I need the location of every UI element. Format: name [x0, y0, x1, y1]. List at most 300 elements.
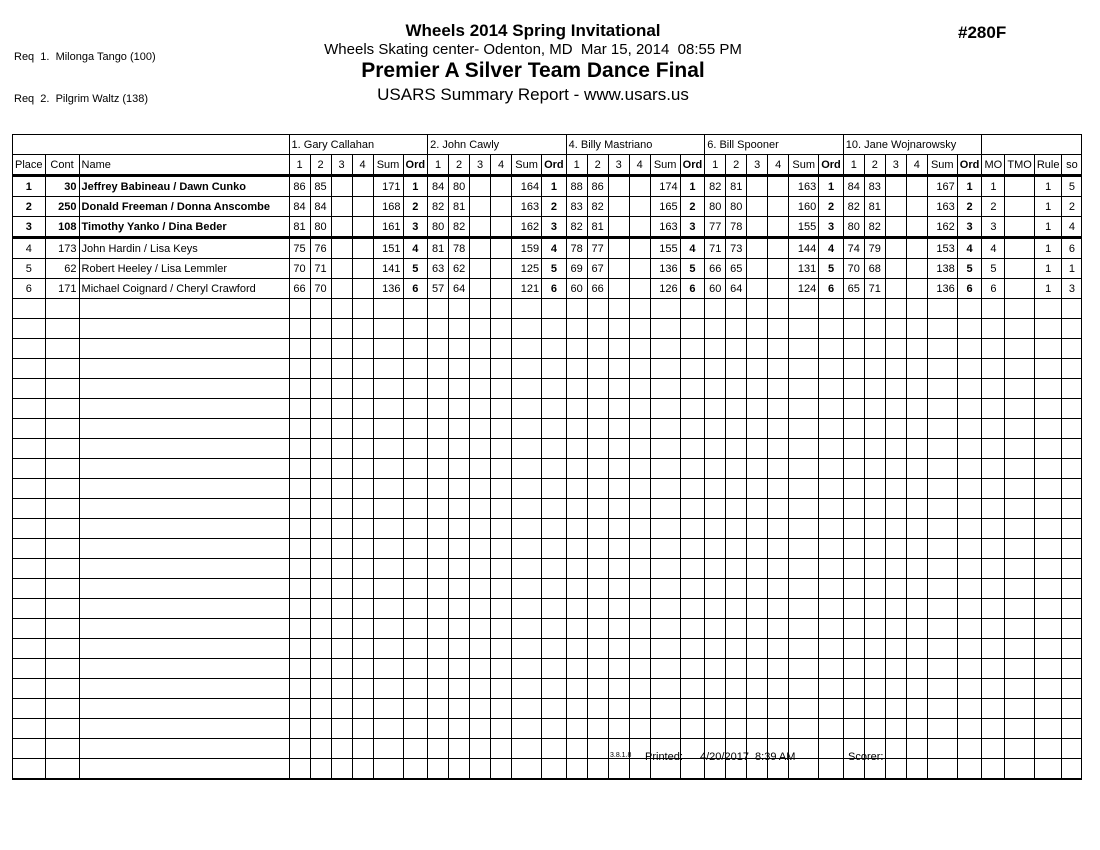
cell-score — [428, 619, 449, 639]
cell-score — [491, 619, 512, 639]
cell-score — [449, 319, 470, 339]
cell-sum: 174 — [650, 176, 680, 197]
cell-score — [491, 176, 512, 197]
cell-ord: 4 — [819, 238, 844, 259]
cell-sum — [927, 299, 957, 319]
cell-score — [906, 499, 927, 519]
cell-score — [885, 439, 906, 459]
cell-score — [747, 238, 768, 259]
cell-tmo — [1005, 559, 1034, 579]
cell-score — [608, 479, 629, 499]
cell-so — [1062, 319, 1082, 339]
cell-score — [491, 639, 512, 659]
cell-score — [768, 519, 789, 539]
cell-sum — [789, 319, 819, 339]
cell-score — [352, 639, 373, 659]
cell-score — [289, 479, 310, 499]
cell-score: 81 — [428, 238, 449, 259]
cell-score — [491, 659, 512, 679]
cell-score — [470, 299, 491, 319]
cell-score — [885, 238, 906, 259]
cell-score — [864, 619, 885, 639]
cell-score — [587, 559, 608, 579]
cell-score — [352, 359, 373, 379]
cell-score: 82 — [705, 176, 726, 197]
cell-score — [705, 599, 726, 619]
report-type: USARS Summary Report - www.usars.us — [377, 84, 689, 104]
cell-score — [885, 599, 906, 619]
cell-score — [629, 479, 650, 499]
cell-score — [449, 539, 470, 559]
cell-score — [629, 679, 650, 699]
cell-score — [428, 359, 449, 379]
cell-score: 65 — [726, 259, 747, 279]
cell-ord — [542, 519, 567, 539]
cell-score — [705, 619, 726, 639]
cell-score — [352, 679, 373, 699]
cell-sum — [789, 339, 819, 359]
cell-sum — [927, 339, 957, 359]
cell-so — [1062, 579, 1082, 599]
cell-score — [906, 519, 927, 539]
cell-score — [310, 459, 331, 479]
cell-score — [629, 619, 650, 639]
cell-name — [79, 719, 289, 739]
cell-ord: 5 — [542, 259, 567, 279]
cell-ord — [819, 359, 844, 379]
cell-sum — [512, 699, 542, 719]
cell-ord — [403, 599, 428, 619]
cell-place — [13, 659, 46, 679]
title-block — [0, 21, 1066, 104]
cell-ord — [542, 399, 567, 419]
cell-score: 60 — [705, 279, 726, 299]
cell-score — [310, 439, 331, 459]
cell-score: 66 — [587, 279, 608, 299]
cell-mo — [982, 659, 1005, 679]
cell-score — [470, 699, 491, 719]
cell-score — [608, 176, 629, 197]
cell-score — [449, 399, 470, 419]
cell-score — [768, 439, 789, 459]
cell-score — [885, 176, 906, 197]
cell-ord — [403, 679, 428, 699]
cell-score — [289, 719, 310, 739]
cell-score — [629, 599, 650, 619]
cell-score — [428, 539, 449, 559]
cell-score — [491, 259, 512, 279]
cell-cont — [45, 659, 79, 679]
cell-score — [428, 639, 449, 659]
cell-sum — [512, 659, 542, 679]
cell-score: 82 — [587, 197, 608, 217]
cell-name — [79, 619, 289, 639]
cell-ord — [542, 599, 567, 619]
cell-cont — [45, 439, 79, 459]
cell-ord — [680, 359, 705, 379]
cell-score — [331, 419, 352, 439]
cell-rule — [1034, 299, 1062, 319]
cell-sum — [373, 419, 403, 439]
cell-score — [705, 499, 726, 519]
cell-score — [768, 619, 789, 639]
cell-rule — [1034, 619, 1062, 639]
cell-score — [768, 639, 789, 659]
cell-score — [566, 659, 587, 679]
cell-ord: 6 — [680, 279, 705, 299]
cell-cont — [45, 559, 79, 579]
cell-score — [310, 659, 331, 679]
cell-score — [587, 399, 608, 419]
req-line-2: Req 2. Pilgrim Waltz (138) — [14, 93, 149, 105]
printed-label: Printed: — [645, 751, 683, 763]
cell-score — [629, 359, 650, 379]
cell-sum: 124 — [789, 279, 819, 299]
cell-score — [726, 319, 747, 339]
cell-score — [331, 299, 352, 319]
cell-ord — [819, 719, 844, 739]
table-row — [13, 217, 1082, 238]
event-number: #280F — [958, 23, 1007, 42]
cell-score: 73 — [726, 238, 747, 259]
cell-score — [906, 339, 927, 359]
cell-score: 75 — [289, 238, 310, 259]
header-mark-3: 3 — [885, 155, 906, 176]
cell-score — [768, 217, 789, 238]
cell-score — [587, 419, 608, 439]
cell-ord — [403, 639, 428, 659]
cell-score — [629, 459, 650, 479]
cell-score — [705, 359, 726, 379]
cell-sum — [927, 379, 957, 399]
cell-score — [289, 659, 310, 679]
cell-ord — [957, 699, 982, 719]
cell-name — [79, 439, 289, 459]
cell-score — [289, 459, 310, 479]
cell-rule — [1034, 519, 1062, 539]
cell-score — [352, 539, 373, 559]
category-title: Premier A Silver Team Dance Final — [361, 58, 705, 82]
cell-score — [352, 379, 373, 399]
cell-score — [428, 499, 449, 519]
cell-sum — [927, 459, 957, 479]
cell-sum — [789, 539, 819, 559]
cell-score — [608, 319, 629, 339]
cell-place: 4 — [13, 238, 46, 259]
table-row — [13, 279, 1082, 299]
cell-score — [885, 419, 906, 439]
cell-so: 4 — [1062, 217, 1082, 238]
cell-ord: 3 — [680, 217, 705, 238]
cell-score — [470, 539, 491, 559]
cell-score: 84 — [428, 176, 449, 197]
cell-sum: 125 — [512, 259, 542, 279]
cell-score — [608, 217, 629, 238]
cell-score — [747, 379, 768, 399]
header-mark-1: 1 — [843, 155, 864, 176]
cell-name — [79, 359, 289, 379]
cell-score — [491, 459, 512, 479]
cell-ord: 4 — [542, 238, 567, 259]
cell-rule — [1034, 639, 1062, 659]
cell-sum — [789, 439, 819, 459]
cell-sum — [650, 419, 680, 439]
cell-sum — [512, 539, 542, 559]
cell-score: 82 — [566, 217, 587, 238]
cell-score: 63 — [428, 259, 449, 279]
cell-ord — [542, 539, 567, 559]
cell-score — [310, 619, 331, 639]
cell-sum — [373, 339, 403, 359]
cell-score — [885, 679, 906, 699]
cell-score: 84 — [843, 176, 864, 197]
cell-sum: 138 — [927, 259, 957, 279]
cell-score — [843, 319, 864, 339]
cell-ord — [403, 439, 428, 459]
header-ord: Ord — [680, 155, 705, 176]
cell-score — [747, 659, 768, 679]
cell-score — [449, 619, 470, 639]
cell-sum — [373, 519, 403, 539]
cell-mo — [982, 459, 1005, 479]
cell-score — [449, 659, 470, 679]
cell-score: 70 — [310, 279, 331, 299]
cell-sum — [650, 579, 680, 599]
cell-score — [428, 439, 449, 459]
cell-score — [608, 539, 629, 559]
cell-rule — [1034, 499, 1062, 519]
cell-sum — [927, 699, 957, 719]
cell-so: 5 — [1062, 176, 1082, 197]
cell-score — [768, 559, 789, 579]
cell-ord — [542, 639, 567, 659]
cell-rule — [1034, 479, 1062, 499]
cell-score — [587, 319, 608, 339]
cell-ord: 6 — [957, 279, 982, 299]
cell-score — [726, 659, 747, 679]
cell-score — [470, 519, 491, 539]
cell-score — [352, 479, 373, 499]
empty-row — [13, 339, 1082, 359]
cell-sum — [650, 679, 680, 699]
empty-row — [13, 559, 1082, 579]
cell-score: 64 — [726, 279, 747, 299]
cell-ord: 5 — [680, 259, 705, 279]
cell-sum — [789, 479, 819, 499]
cell-score — [289, 299, 310, 319]
cell-so — [1062, 639, 1082, 659]
cell-sum — [789, 579, 819, 599]
cell-score — [705, 579, 726, 599]
cell-score — [864, 499, 885, 519]
cell-sum — [789, 599, 819, 619]
cell-score: 80 — [705, 197, 726, 217]
cell-sum — [512, 519, 542, 539]
cell-score — [352, 579, 373, 599]
cell-score: 82 — [449, 217, 470, 238]
empty-row — [13, 479, 1082, 499]
cell-score: 76 — [310, 238, 331, 259]
cell-sum — [789, 659, 819, 679]
cell-sum — [927, 639, 957, 659]
cell-score — [491, 599, 512, 619]
cell-score — [906, 379, 927, 399]
cell-score — [608, 579, 629, 599]
header-mark-4: 4 — [629, 155, 650, 176]
cell-score — [289, 619, 310, 639]
cell-score — [629, 197, 650, 217]
header-mark-2: 2 — [449, 155, 470, 176]
cell-ord — [542, 719, 567, 739]
cell-score — [747, 699, 768, 719]
cell-score — [629, 259, 650, 279]
cell-sum — [512, 639, 542, 659]
cell-score — [726, 379, 747, 399]
cell-mo — [982, 339, 1005, 359]
cell-ord — [819, 579, 844, 599]
cell-ord: 2 — [403, 197, 428, 217]
cell-sum — [512, 339, 542, 359]
cell-score — [449, 699, 470, 719]
cell-sum — [512, 299, 542, 319]
header-mark-Sum: Sum — [927, 155, 957, 176]
cell-sum — [373, 559, 403, 579]
cell-score — [470, 359, 491, 379]
cell-ord: 1 — [542, 176, 567, 197]
cell-ord — [542, 359, 567, 379]
judge-header-1: 1. Gary Callahan — [289, 135, 428, 155]
cell-name — [79, 699, 289, 719]
cell-score — [491, 519, 512, 539]
cell-score — [864, 579, 885, 599]
cell-score — [747, 539, 768, 559]
cell-rule — [1034, 439, 1062, 459]
cell-cont — [45, 599, 79, 619]
cell-score: 78 — [449, 238, 470, 259]
cell-score — [864, 519, 885, 539]
empty-row — [13, 359, 1082, 379]
cell-sum — [650, 299, 680, 319]
cell-cont — [45, 339, 79, 359]
cell-ord — [957, 659, 982, 679]
empty-row — [13, 539, 1082, 559]
cell-sum — [512, 419, 542, 439]
cell-score — [608, 197, 629, 217]
cell-cont — [45, 519, 79, 539]
cell-ord — [403, 659, 428, 679]
cell-sum: 167 — [927, 176, 957, 197]
cell-score — [906, 539, 927, 559]
score-table-body — [13, 176, 1082, 780]
cell-place — [13, 719, 46, 739]
cell-name — [79, 639, 289, 659]
cell-mo — [982, 699, 1005, 719]
cell-score — [608, 459, 629, 479]
cell-rule — [1034, 659, 1062, 679]
cell-score — [843, 599, 864, 619]
cell-name — [79, 399, 289, 419]
score-table — [12, 134, 1082, 780]
cell-mo — [982, 639, 1005, 659]
cell-score — [885, 319, 906, 339]
cell-score — [885, 479, 906, 499]
cell-sum: 136 — [373, 279, 403, 299]
cell-so — [1062, 659, 1082, 679]
cell-so — [1062, 599, 1082, 619]
cell-ord — [957, 559, 982, 579]
cell-score — [885, 619, 906, 639]
cell-score — [331, 217, 352, 238]
cell-score — [587, 379, 608, 399]
cell-ord — [819, 439, 844, 459]
cell-score — [864, 459, 885, 479]
cell-score — [352, 439, 373, 459]
cell-score — [566, 619, 587, 639]
cell-mo: 3 — [982, 217, 1005, 238]
cell-score: 80 — [726, 197, 747, 217]
cell-score — [428, 579, 449, 599]
cell-score — [566, 479, 587, 499]
cell-score — [629, 499, 650, 519]
cell-score — [747, 176, 768, 197]
cell-ord — [819, 619, 844, 639]
cell-ord — [680, 499, 705, 519]
cell-ord — [680, 719, 705, 739]
cell-score — [491, 319, 512, 339]
cell-ord — [542, 339, 567, 359]
cell-score: 79 — [864, 238, 885, 259]
cell-mo — [982, 439, 1005, 459]
cell-rule — [1034, 459, 1062, 479]
cell-cont — [45, 459, 79, 479]
cell-tmo — [1005, 679, 1034, 699]
cell-score — [629, 699, 650, 719]
software-version: 3.8.1.8 — [610, 752, 632, 759]
cell-tmo — [1005, 419, 1034, 439]
cell-score — [428, 419, 449, 439]
cell-sum — [512, 579, 542, 599]
cell-sum — [789, 299, 819, 319]
header-mark-3: 3 — [331, 155, 352, 176]
cell-score — [843, 339, 864, 359]
cell-score — [906, 299, 927, 319]
cell-sum: 121 — [512, 279, 542, 299]
cell-sum — [927, 439, 957, 459]
cell-score — [566, 499, 587, 519]
cell-score — [768, 279, 789, 299]
cell-score — [768, 479, 789, 499]
cell-score — [289, 519, 310, 539]
cell-score — [470, 479, 491, 499]
cell-sum — [927, 319, 957, 339]
cell-score — [310, 639, 331, 659]
cell-score — [566, 579, 587, 599]
cell-score — [864, 319, 885, 339]
judge-header-2: 2. John Cawly — [428, 135, 567, 155]
cell-score — [587, 339, 608, 359]
cell-ord: 5 — [957, 259, 982, 279]
cell-score — [310, 679, 331, 699]
cell-score — [566, 439, 587, 459]
cell-cont — [45, 359, 79, 379]
cell-score — [705, 719, 726, 739]
cell-score — [331, 399, 352, 419]
cell-sum: 131 — [789, 259, 819, 279]
cell-score — [705, 639, 726, 659]
cell-place: 1 — [13, 176, 46, 197]
cell-ord — [542, 299, 567, 319]
cell-score — [726, 519, 747, 539]
